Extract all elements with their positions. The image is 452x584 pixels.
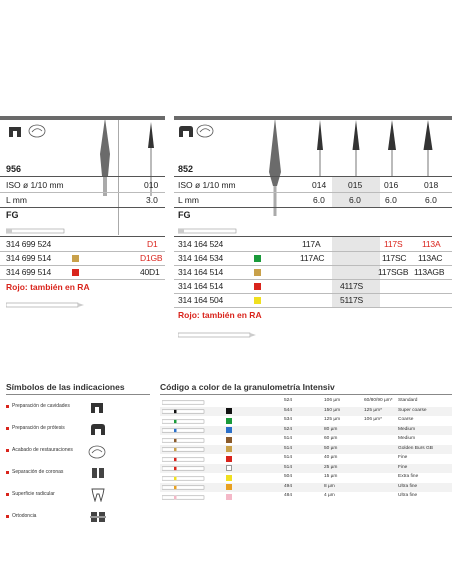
grit-color-swatch — [226, 494, 232, 500]
fg-shank-drawing — [6, 222, 66, 230]
ref-row[interactable] — [174, 252, 452, 265]
bur-silhouette-018 — [422, 116, 434, 176]
shank-type: FG — [6, 210, 19, 220]
model-number: 852 — [178, 164, 194, 174]
variant-code: 40D1 — [140, 267, 160, 277]
grit-row[interactable] — [160, 454, 452, 464]
length-value: 3.0 — [146, 195, 158, 205]
grit-row[interactable] — [160, 483, 452, 493]
grit-name: Golden Burs GB — [398, 445, 433, 451]
grit-chip — [254, 297, 261, 304]
grit-color-swatch — [226, 399, 232, 405]
ref-number: 314 164 514 — [178, 267, 224, 277]
symbol-item: Separación de coronas — [6, 466, 150, 486]
code-014: 117A — [302, 239, 321, 249]
code-016: 117S — [384, 239, 403, 249]
grit-color-swatch — [226, 456, 232, 462]
grit-code: 534 — [284, 417, 293, 422]
ref-row[interactable] — [0, 252, 165, 265]
code-016: 117SC — [382, 253, 407, 263]
grit-size: 125 µm — [324, 417, 341, 422]
grit-row[interactable] — [160, 435, 452, 445]
bur-shank-icon — [162, 447, 206, 452]
ra-shank-drawing — [6, 296, 86, 304]
grit-size: 8 µm — [324, 483, 335, 489]
grit-extra: 106 µm* — [364, 417, 382, 422]
grit-code: 484 — [284, 493, 293, 498]
bur-shank-icon — [162, 466, 206, 471]
grit-code: 524 — [284, 426, 293, 432]
length-value-014: 6.0 — [313, 195, 325, 205]
bur-shank-icon — [162, 438, 206, 443]
grit-color-swatch — [226, 465, 232, 471]
grit-color-swatch — [226, 427, 232, 433]
grit-chip — [254, 283, 261, 290]
grit-name: Medium — [398, 426, 416, 432]
grit-name: Coarse — [398, 417, 414, 422]
grit-code: 514 — [284, 436, 293, 441]
model-number: 956 — [6, 164, 22, 174]
bur-silhouette-014 — [314, 116, 326, 176]
bur-852-drawing — [264, 116, 286, 216]
crown-prep-icon — [178, 124, 194, 138]
grit-size: 80 µm — [324, 426, 338, 432]
grit-name: Fine — [398, 455, 408, 460]
grit-row[interactable] — [160, 416, 452, 426]
fg-shank-drawing — [178, 222, 238, 230]
iso-value-014: 014 — [312, 180, 327, 190]
code-018: 113A — [422, 239, 441, 249]
grit-row[interactable] — [160, 445, 452, 455]
ref-row[interactable] — [174, 266, 452, 279]
grit-size: 60 µm — [324, 436, 338, 441]
symbol-item: Ortodoncia — [6, 510, 150, 530]
grit-title: Código a color de la granulometría Intensiv — [160, 382, 335, 392]
ra-note: Rojo: también en RA — [178, 310, 262, 320]
grit-code: 514 — [284, 445, 293, 451]
bur-silhouette-016 — [386, 116, 398, 176]
iso-value-015: 015 — [348, 180, 363, 190]
grit-code: 494 — [284, 483, 293, 489]
symbol-item: Acabado de restauraciones — [6, 444, 150, 464]
iso-value-018: 018 — [424, 180, 439, 190]
code-014: 117AC — [300, 253, 325, 263]
symbol-item: Preparación de prótesis — [6, 422, 150, 442]
grit-name: Standard — [398, 398, 418, 403]
grit-code: 514 — [284, 455, 293, 460]
code-015: 5117S — [340, 295, 363, 305]
iso-label: ISO ø 1/10 mm — [178, 180, 236, 190]
bur-shank-icon — [162, 400, 206, 405]
ref-row[interactable] — [174, 294, 452, 307]
bur-shank-icon — [162, 409, 206, 414]
bur-silhouette-015 — [350, 116, 362, 176]
grit-color-swatch — [226, 446, 232, 452]
code-015: 4117S — [340, 281, 363, 291]
grit-name: Extra fine — [398, 474, 419, 479]
grit-chip — [254, 269, 261, 276]
grit-name: Fine — [398, 464, 408, 470]
ref-number: 314 699 514 — [6, 267, 52, 277]
bur-shank-icon — [162, 428, 206, 433]
code-018: 113AGB — [414, 267, 445, 277]
grit-row[interactable] — [160, 426, 452, 436]
ref-row[interactable] — [174, 280, 452, 293]
grit-chip — [72, 255, 79, 262]
iso-label: ISO ø 1/10 mm — [6, 180, 64, 190]
variant-code: D1 — [147, 239, 158, 249]
ref-number: 314 699 524 — [6, 239, 52, 249]
ref-number: 314 164 524 — [178, 239, 224, 249]
bur-shank-icon — [162, 476, 206, 481]
restoration-finish-icon — [28, 123, 46, 139]
grit-row[interactable] — [160, 397, 452, 407]
grit-size: 4 µm — [324, 493, 335, 498]
iso-value: 010 — [144, 180, 159, 190]
length-value-016: 6.0 — [385, 195, 397, 205]
grit-color-swatch — [226, 437, 232, 443]
ref-row[interactable] — [174, 238, 452, 251]
finish-icon — [196, 123, 214, 139]
shank-type: FG — [178, 210, 191, 220]
bur-shank-icon — [162, 495, 206, 500]
ref-number: 314 164 534 — [178, 253, 224, 263]
iso-value-016: 016 — [384, 180, 399, 190]
grit-extra: 60/80/90 µm* — [364, 398, 393, 403]
variant-code: D1GB — [140, 253, 163, 263]
symbols-title: Símbolos de las indicaciones — [6, 382, 125, 392]
code-016: 117SGB — [378, 267, 409, 277]
grit-size: 106 µm — [324, 398, 341, 403]
grit-name: Super coarse — [398, 407, 427, 413]
ra-note: Rojo: también en RA — [6, 282, 90, 292]
cavity-prep-icon — [8, 124, 22, 138]
length-label: L mm — [6, 195, 27, 205]
grit-row[interactable] — [160, 464, 452, 474]
ref-row[interactable] — [0, 266, 165, 279]
grit-code: 504 — [284, 474, 293, 479]
ref-row[interactable] — [0, 238, 165, 251]
symbol-item: Preparación de cavidades — [6, 400, 150, 420]
grit-row[interactable] — [160, 473, 452, 483]
grit-code: 544 — [284, 407, 293, 413]
grit-name: Ultra fine — [398, 483, 418, 489]
grit-code: 514 — [284, 464, 293, 470]
grit-color-swatch — [226, 418, 232, 424]
grit-row[interactable] — [160, 492, 452, 502]
ref-number: 314 164 514 — [178, 281, 224, 291]
grit-color-swatch — [226, 475, 232, 481]
bur-956-drawing — [94, 116, 116, 196]
grit-size: 150 µm — [324, 407, 341, 413]
grit-color-swatch — [226, 408, 232, 414]
bur-shank-icon — [162, 485, 206, 490]
grit-name: Medium — [398, 436, 416, 441]
grit-color-swatch — [226, 484, 232, 490]
ra-shank-drawing — [178, 326, 258, 334]
grit-chip — [72, 269, 79, 276]
grit-code: 524 — [284, 398, 293, 403]
length-label: L mm — [178, 195, 199, 205]
grit-extra: 125 µm* — [364, 407, 382, 413]
ref-number: 314 699 514 — [6, 253, 52, 263]
grit-row[interactable] — [160, 407, 452, 417]
grit-size: 50 µm — [324, 445, 338, 451]
bur-shank-icon — [162, 419, 206, 424]
grit-size: 25 µm — [324, 464, 338, 470]
ref-number: 314 164 504 — [178, 295, 224, 305]
bur-shank-icon — [162, 457, 206, 462]
grit-size: 15 µm — [324, 474, 338, 479]
grit-name: Ultra fine — [398, 493, 418, 498]
product-panel-956 — [0, 116, 165, 360]
symbol-item: Superficie radicular — [6, 488, 150, 508]
grit-chip — [254, 255, 261, 262]
length-value-015: 6.0 — [349, 195, 361, 205]
grit-size: 40 µm — [324, 455, 338, 460]
product-panel-852 — [174, 116, 452, 360]
code-018: 113AC — [418, 253, 443, 263]
length-value-018: 6.0 — [425, 195, 437, 205]
